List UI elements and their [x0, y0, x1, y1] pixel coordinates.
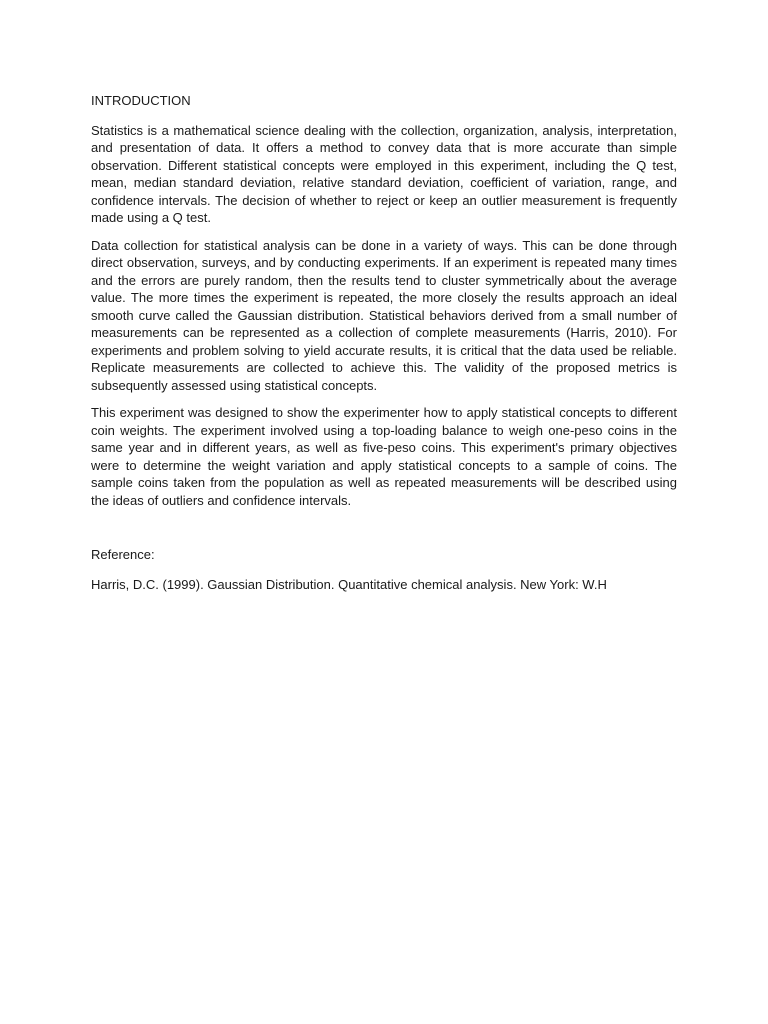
paragraph-1: Statistics is a mathematical science dealing with the collection, organization, analysis, interpretation, and presentation of data. It offers a method to convey data that is more accurate than simple observation. Different statistical concepts were employed in this experiment, including the Q test, mean, median standard deviation, relative standard deviation, coefficient of variation, range, and confidence intervals. The decision of whether to reject or keep an outlier measurement is frequently made using a Q test. [91, 122, 677, 225]
section-heading: INTRODUCTION [91, 93, 191, 108]
paragraph-2: Data collection for statistical analysis can be done in a variety of ways. This can be done through direct observation, surveys, and by conducting experiments. If an experiment is repeated many times and the errors are purely random, then the results tend to cluster symmetrically about the average value. The more times the experiment is repeated, the more closely the results approach an ideal smooth curve called the Gaussian distribution. Statistical behaviors derived from a small number of measurements can be represented as a collection of complete measurements (Harris, 2010). For experiments and problem solving to yield accurate results, it is critical that the data used be reliable. Replicate measurements are collected to achieve this. The validity of the proposed metrics is subsequently assessed using statistical concepts. [91, 237, 677, 393]
document-page [91, 92, 677, 593]
reference-heading: Reference: [91, 547, 155, 562]
reference-item: Harris, D.C. (1999). Gaussian Distribution. Quantitative chemical analysis. New York: W.H [91, 576, 607, 592]
section-spacer [91, 519, 677, 546]
paragraph-3: This experiment was designed to show the experimenter how to apply statistical concepts to different coin weights. The experiment involved using a top-loading balance to weigh one-peso coins in the same year and in different years, as well as five-peso coins. This experiment's primary objectives were to determine the weight variation and apply statistical concepts to a sample of coins. The sample coins taken from the population as well as repeated measurements will be described using the ideas of outliers and confidence intervals. [91, 405, 677, 508]
